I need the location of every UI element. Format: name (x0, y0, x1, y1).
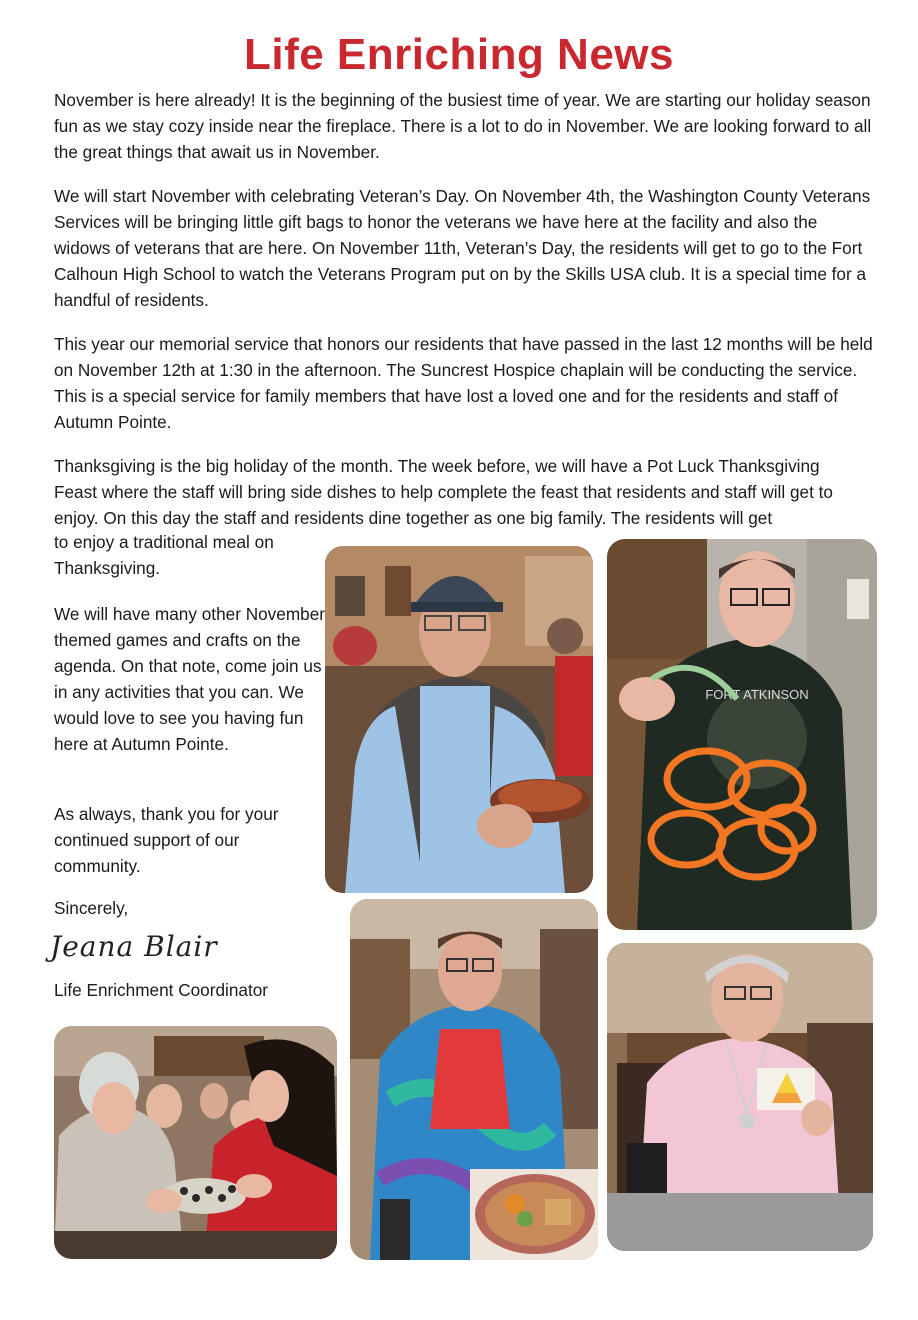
photo-women-lizard (54, 1026, 337, 1259)
closing: Sincerely, (54, 898, 129, 918)
tshirt-text: FORT ATKINSON (705, 687, 809, 702)
paragraph-veterans-day: We will start November with celebrating Veteran’s Day. On November 4th, the Washington County Veterans Services will be bringing little gift bags to honor the veterans we have here at the facility and also the widows of veterans that are here. On November 11th, Veteran’s Day, the residents will get to go to the Fort Calhoun High School to watch the Veterans Program put on by the Skills USA club. It is a special time for a handful of residents. (54, 186, 871, 310)
paragraph-thanks: As always, thank you for your continued support of our community. (54, 804, 279, 876)
photo-woman-tie-dye-meal (350, 899, 598, 1260)
paragraph-thanksgiving-cont: to enjoy a traditional meal on Thanksgiving. (54, 532, 274, 578)
newsletter-title: Life Enriching News (243, 30, 674, 79)
signer-title: Life Enrichment Coordinator (54, 980, 268, 1000)
paragraph-intro: November is here already! It is the beginning of the busiest time of year. We are starting our holiday season fun as we stay cozy inside near the fireplace. There is a lot to do in November. We are looking forward to all the great things that await us in November. (54, 90, 872, 162)
paragraph-thanksgiving: Thanksgiving is the big holiday of the month. The week before, we will have a Pot Luck Thanksgiving Feast where the staff will bring side dishes to help complete the feast that residents and staff will get to enjoy. On this day the staff and residents dine together as one big family. The residents will get (54, 456, 833, 528)
photo-man-cap-pizza (325, 546, 593, 893)
signature: Jeana Blair (50, 930, 218, 963)
paragraph-memorial-service: This year our memorial service that honors our residents that have passed in the last 12 months will be held on November 12th at 1:30 in the afternoon. The Suncrest Hospice chaplain will be conducting the service. This is a special service for family members that have lost a loved one and for the residents and staff of Autumn Pointe. (54, 334, 873, 432)
paragraph-games-crafts: We will have many other November themed games and crafts on the agenda. On that note, come join us in any activities that you can. We would love to see you having fun here at Autumn Pointe. (54, 604, 325, 754)
photo-man-paper-pumpkin (607, 539, 877, 930)
photo-woman-candy-corn (607, 943, 873, 1251)
